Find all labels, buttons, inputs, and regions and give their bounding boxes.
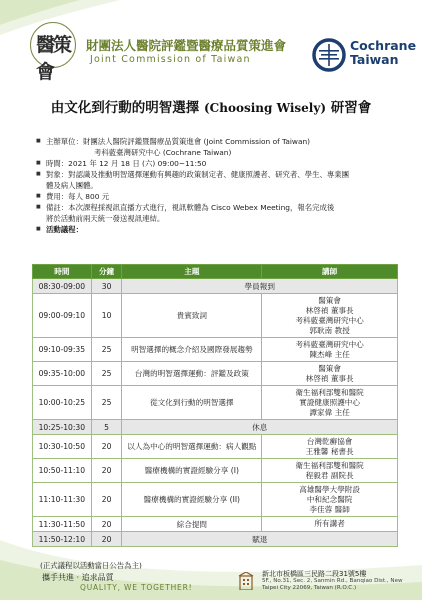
cochrane-logo-icon: [312, 38, 346, 72]
agenda-speaker: 高雄醫學大學附設 中和紀念醫院 李佳蓉 醫師: [262, 483, 398, 517]
info-note-cont: 將於活動前兩天統一發送視訊連結。: [46, 214, 165, 223]
address-en: 5F., No.31, Sec. 2, Sanmin Rd., Banqiao Dist., New Taipei City 22069, Taiwan (R.O.C.): [262, 578, 403, 591]
agenda-row: [33, 435, 398, 459]
building-icon: [238, 572, 254, 590]
info-time: ■ 時間：2021 年 12 月 18 日 (六) 09:00~11:50: [36, 158, 406, 169]
agenda-topic: 明智選擇的概念介紹及國際發展趨勢: [122, 338, 262, 362]
partner-name-line2: Taiwan: [350, 52, 399, 67]
agenda-speaker: 衛生福利部雙和醫院 程毅君 副院長: [262, 459, 398, 483]
partner-name: [350, 39, 416, 67]
agenda-time: 08:30-09:00: [33, 279, 92, 294]
agenda-minutes: 20: [91, 483, 122, 517]
agenda-row: [33, 459, 398, 483]
agenda-minutes: 25: [91, 386, 122, 420]
agenda-label: ■ 活動議程：: [36, 224, 406, 235]
agenda-row: [33, 362, 398, 386]
logo-characters: 醫策會: [36, 34, 71, 83]
agenda-disclaimer: (正式議程以活動當日公告為主): [40, 561, 142, 570]
agenda-row: [33, 386, 398, 420]
info-organizer: ■ 主辦單位：財團法人醫院評鑑暨醫療品質策進會 (Joint Commission of Taiwan): [36, 136, 406, 147]
page-title: [0, 96, 422, 116]
agenda-time: 11:10-11:30: [33, 483, 92, 517]
agenda-minutes: 30: [91, 279, 122, 294]
agenda-minutes: 25: [91, 338, 122, 362]
agenda-speaker: 衛生福利部雙和醫院 實證健康照護中心 譚家偉 主任: [262, 386, 398, 420]
agenda-minutes: 20: [91, 459, 122, 483]
info-fee: ■ 費用：每人 800 元: [36, 191, 406, 202]
agenda-minutes: 25: [91, 362, 122, 386]
agenda-speaker: 所有講者: [262, 517, 398, 532]
agenda-topic: 學員報到: [122, 279, 398, 294]
org-name: 財團法人醫院評鑑暨醫療品質策進會: [86, 38, 287, 53]
agenda-time: 11:50-12:10: [33, 532, 92, 547]
agenda-row: [33, 279, 398, 294]
agenda-topic: 從文化到行動的明智選擇: [122, 386, 262, 420]
header-speaker: 講師: [262, 265, 398, 279]
title-en: (Choosing Wisely): [204, 101, 326, 115]
agenda-speaker: 考科藍臺灣研究中心 陳杰峰 主任: [262, 338, 398, 362]
agenda-row: [33, 483, 398, 517]
agenda-row: [33, 338, 398, 362]
event-info: [36, 136, 406, 235]
agenda-speaker: 台灣乾癬協會 王雅馨 秘書長: [262, 435, 398, 459]
agenda-time: 11:30-11:50: [33, 517, 92, 532]
agenda-topic: 醫療機構的實證經驗分享 (I): [122, 459, 262, 483]
agenda-header-row: [33, 265, 398, 279]
header-topic: 主題: [122, 265, 262, 279]
header-time: 時間: [33, 265, 92, 279]
agenda-table: [32, 264, 398, 547]
agenda-row: [33, 294, 398, 338]
agenda-topic: 貴賓致詞: [122, 294, 262, 338]
agenda-speaker: 醫策會 林啓禎 董事長: [262, 362, 398, 386]
agenda-topic: 以人為中心的明智選擇運動：病人觀點: [122, 435, 262, 459]
agenda-minutes: 20: [91, 532, 122, 547]
slogan-zh: 攜手共進 · 追求品質: [42, 573, 114, 582]
org-name-en: Joint Commission of Taiwan: [90, 54, 251, 65]
agenda-row: [33, 517, 398, 532]
header-minutes: 分鐘: [91, 265, 122, 279]
info-audience-cont: 體及病人團體。: [46, 181, 98, 190]
agenda-time: 09:35-10:00: [33, 362, 92, 386]
info-organizer-cont: 考科藍臺灣研究中心 (Cochrane Taiwan): [94, 148, 232, 157]
agenda-minutes: 20: [91, 517, 122, 532]
agenda-minutes: 10: [91, 294, 122, 338]
agenda-time: 10:50-11:10: [33, 459, 92, 483]
partner-name-line1: Cochrane: [350, 38, 417, 53]
slogan-en: QUALITY, WE TOGETHER!: [80, 583, 193, 592]
agenda-row: [33, 420, 398, 435]
agenda-time: 10:25-10:30: [33, 420, 92, 435]
address-zh: 新北市板橋區三民路二段31號5樓: [262, 570, 367, 578]
agenda-time: 09:00-09:10: [33, 294, 92, 338]
jct-logo: [30, 22, 76, 83]
agenda-topic: 綜合提問: [122, 517, 262, 532]
agenda-time: 10:30-10:50: [33, 435, 92, 459]
page-header: [0, 0, 422, 83]
agenda-time: 09:10-09:35: [33, 338, 92, 362]
agenda-row: [33, 532, 398, 547]
title-zh-prefix: 由文化到行動的明智選擇: [50, 100, 200, 116]
address: [262, 571, 412, 592]
info-note: ■ 備註：本次課程採視訊直播方式進行，視訊軟體為 Cisco Webex Meeting，報名完成後: [36, 202, 406, 213]
agenda-topic: 醫療機構的實證經驗分享 (II): [122, 483, 262, 517]
agenda-topic: 休息: [122, 420, 398, 435]
agenda-speaker: 醫策會 林啓禎 董事長 考科藍臺灣研究中心 郭耿南 教授: [262, 294, 398, 338]
title-zh-suffix: 研習會: [330, 100, 372, 116]
agenda-minutes: 5: [91, 420, 122, 435]
agenda-minutes: 20: [91, 435, 122, 459]
agenda-topic: 賦退: [122, 532, 398, 547]
info-audience: ■ 對象：對認識及推動明智選擇運動有興趣的政策制定者、健康照護者、研究者、學生、專業團: [36, 169, 406, 180]
agenda-time: 10:00-10:25: [33, 386, 92, 420]
agenda-topic: 台灣的明智選擇運動：評鑑及政策: [122, 362, 262, 386]
